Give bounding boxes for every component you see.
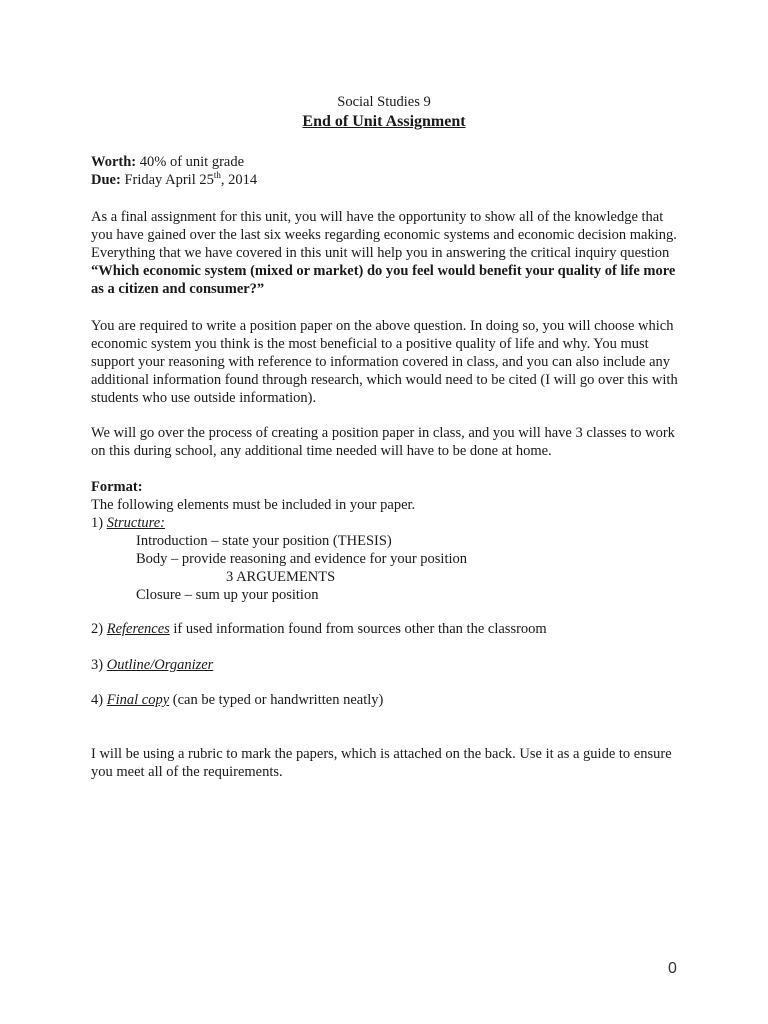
page-title: End of Unit Assignment [302, 113, 466, 130]
item-number: 2) [91, 621, 107, 637]
format-heading: Format: [91, 479, 143, 495]
requirement-paragraph [91, 317, 687, 407]
references-label: References [106, 621, 170, 637]
format-item-outline [91, 656, 691, 674]
final-copy-text: (can be typed or handwritten neatly) [169, 692, 384, 708]
references-text: if used information found from sources other than the classroom [169, 621, 547, 637]
structure-arguments: 3 ARGUEMENTS [226, 569, 336, 585]
item-number: 4) [91, 692, 107, 708]
assignment-info [91, 153, 691, 189]
inquiry-question: “Which economic system (mixed or market) do you feel would benefit your quality of life more as a citizen and consumer?” [91, 263, 676, 297]
closing-paragraph [91, 745, 687, 781]
outline-label: Outline/Organizer [106, 657, 214, 673]
closing-text: I will be using a rubric to mark the papers, which is attached on the back. Use it as a guide to ensure you meet all of the requirements. [91, 746, 672, 780]
format-item-final-copy [91, 691, 691, 709]
format-intro: The following elements must be included in your paper. [91, 497, 416, 513]
structure-body: Body – provide reasoning and evidence for your position [136, 551, 468, 567]
page-number: 0 [668, 960, 677, 977]
due-label: Due: [91, 172, 121, 188]
worth-line [91, 153, 691, 171]
process-text: We will go over the process of creating a position paper in class, and you will have 3 classes to work on this during school, any additional time needed will have to be done at home. [91, 425, 675, 459]
due-date-post: , 2014 [220, 172, 258, 188]
process-paragraph [91, 424, 687, 460]
intro-text: As a final assignment for this unit, you will have the opportunity to show all of the knowledge that you have gained over the last six weeks regarding economic systems and economic decision making. Everything that we have covered in this unit will help you in answering the critical inquiry question [91, 209, 677, 261]
course-name: Social Studies 9 [337, 94, 431, 110]
structure-closure: Closure – sum up your position [136, 587, 319, 603]
due-date-suffix: th [213, 170, 221, 181]
due-date-pre: Friday April 25 [120, 172, 214, 188]
format-section [91, 478, 691, 604]
format-item-references [91, 620, 691, 638]
requirement-text: You are required to write a position paper on the above question. In doing so, you will choose which economic system you think is the most beneficial to a positive quality of life and why. You must support your reasoning with reference to information covered in class, and you can also include any additional information found through research, which would need to be cited (I will go over this with students who use outside information). [91, 318, 678, 406]
worth-value: 40% of unit grade [136, 154, 245, 170]
worth-label: Worth: [91, 154, 137, 170]
structure-introduction: Introduction – state your position (THESIS) [136, 533, 392, 549]
format-item-structure [91, 514, 691, 532]
intro-paragraph [91, 208, 687, 298]
item-number: 3) [91, 657, 107, 673]
item-number: 1) [91, 515, 107, 531]
final-copy-label: Final copy [106, 692, 170, 708]
due-line [91, 171, 691, 189]
structure-label: Structure: [106, 515, 165, 531]
